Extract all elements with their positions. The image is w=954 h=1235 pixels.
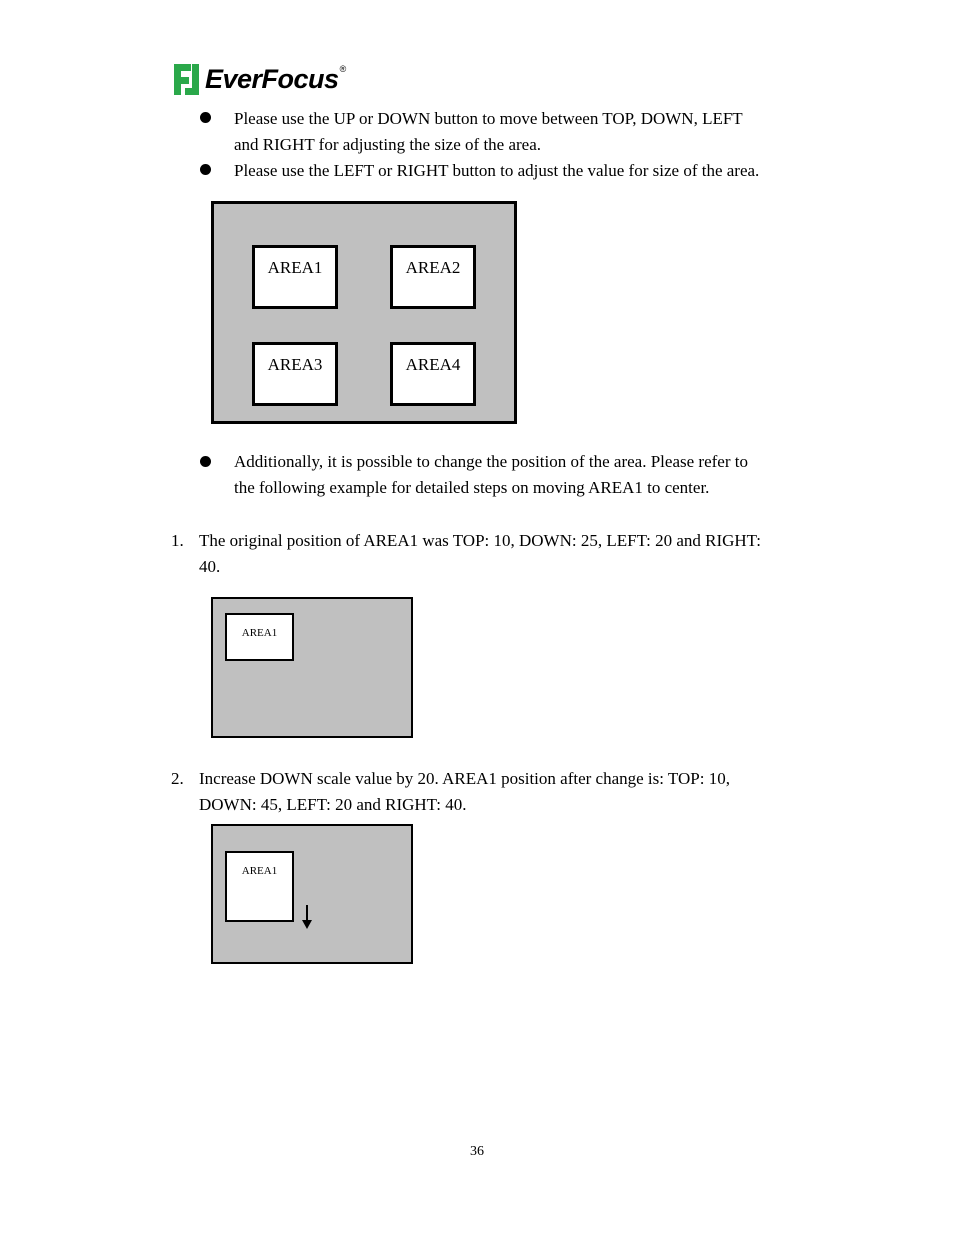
step-number: 1. (171, 531, 184, 550)
bullet-text: Please use the LEFT or RIGHT button to adjust the value for size of the area. (234, 161, 760, 180)
registered-mark: ® (339, 64, 347, 74)
everfocus-logo (171, 61, 346, 97)
bullet-text: Additionally, it is possible to change the position of the area. Please refer to the following example for detailed steps on moving AREA1 to center. (234, 452, 748, 497)
bullet-dot (200, 164, 211, 175)
bullet-text: Please use the UP or DOWN button to move between TOP, DOWN, LEFT and RIGHT for adjusting the size of the area. (234, 109, 743, 154)
step2-diagram (211, 824, 413, 964)
step-text: Increase DOWN scale value by 20. AREA1 position after change is: TOP: 10, DOWN: 45, LEFT: 20 and RIGHT: 40. (199, 769, 730, 814)
bullet-dot (200, 112, 211, 123)
area1-box: AREA1 (225, 613, 294, 661)
page-number: 36 (470, 1144, 484, 1159)
area-box: AREA1 (252, 245, 338, 309)
arrow-down-icon (301, 904, 313, 930)
everfocus-logo-icon (171, 62, 202, 97)
area1-box: AREA1 (225, 851, 294, 922)
step1-diagram (211, 597, 413, 738)
brand-name: EverFocus (205, 63, 339, 94)
area-box: AREA4 (390, 342, 476, 406)
area-box: AREA2 (390, 245, 476, 309)
area-box: AREA3 (252, 342, 338, 406)
area-grid-diagram (211, 201, 517, 424)
step-text: The original position of AREA1 was TOP: 10, DOWN: 25, LEFT: 20 and RIGHT: 40. (199, 531, 761, 576)
bullet-dot (200, 456, 211, 467)
step-number: 2. (171, 769, 184, 788)
